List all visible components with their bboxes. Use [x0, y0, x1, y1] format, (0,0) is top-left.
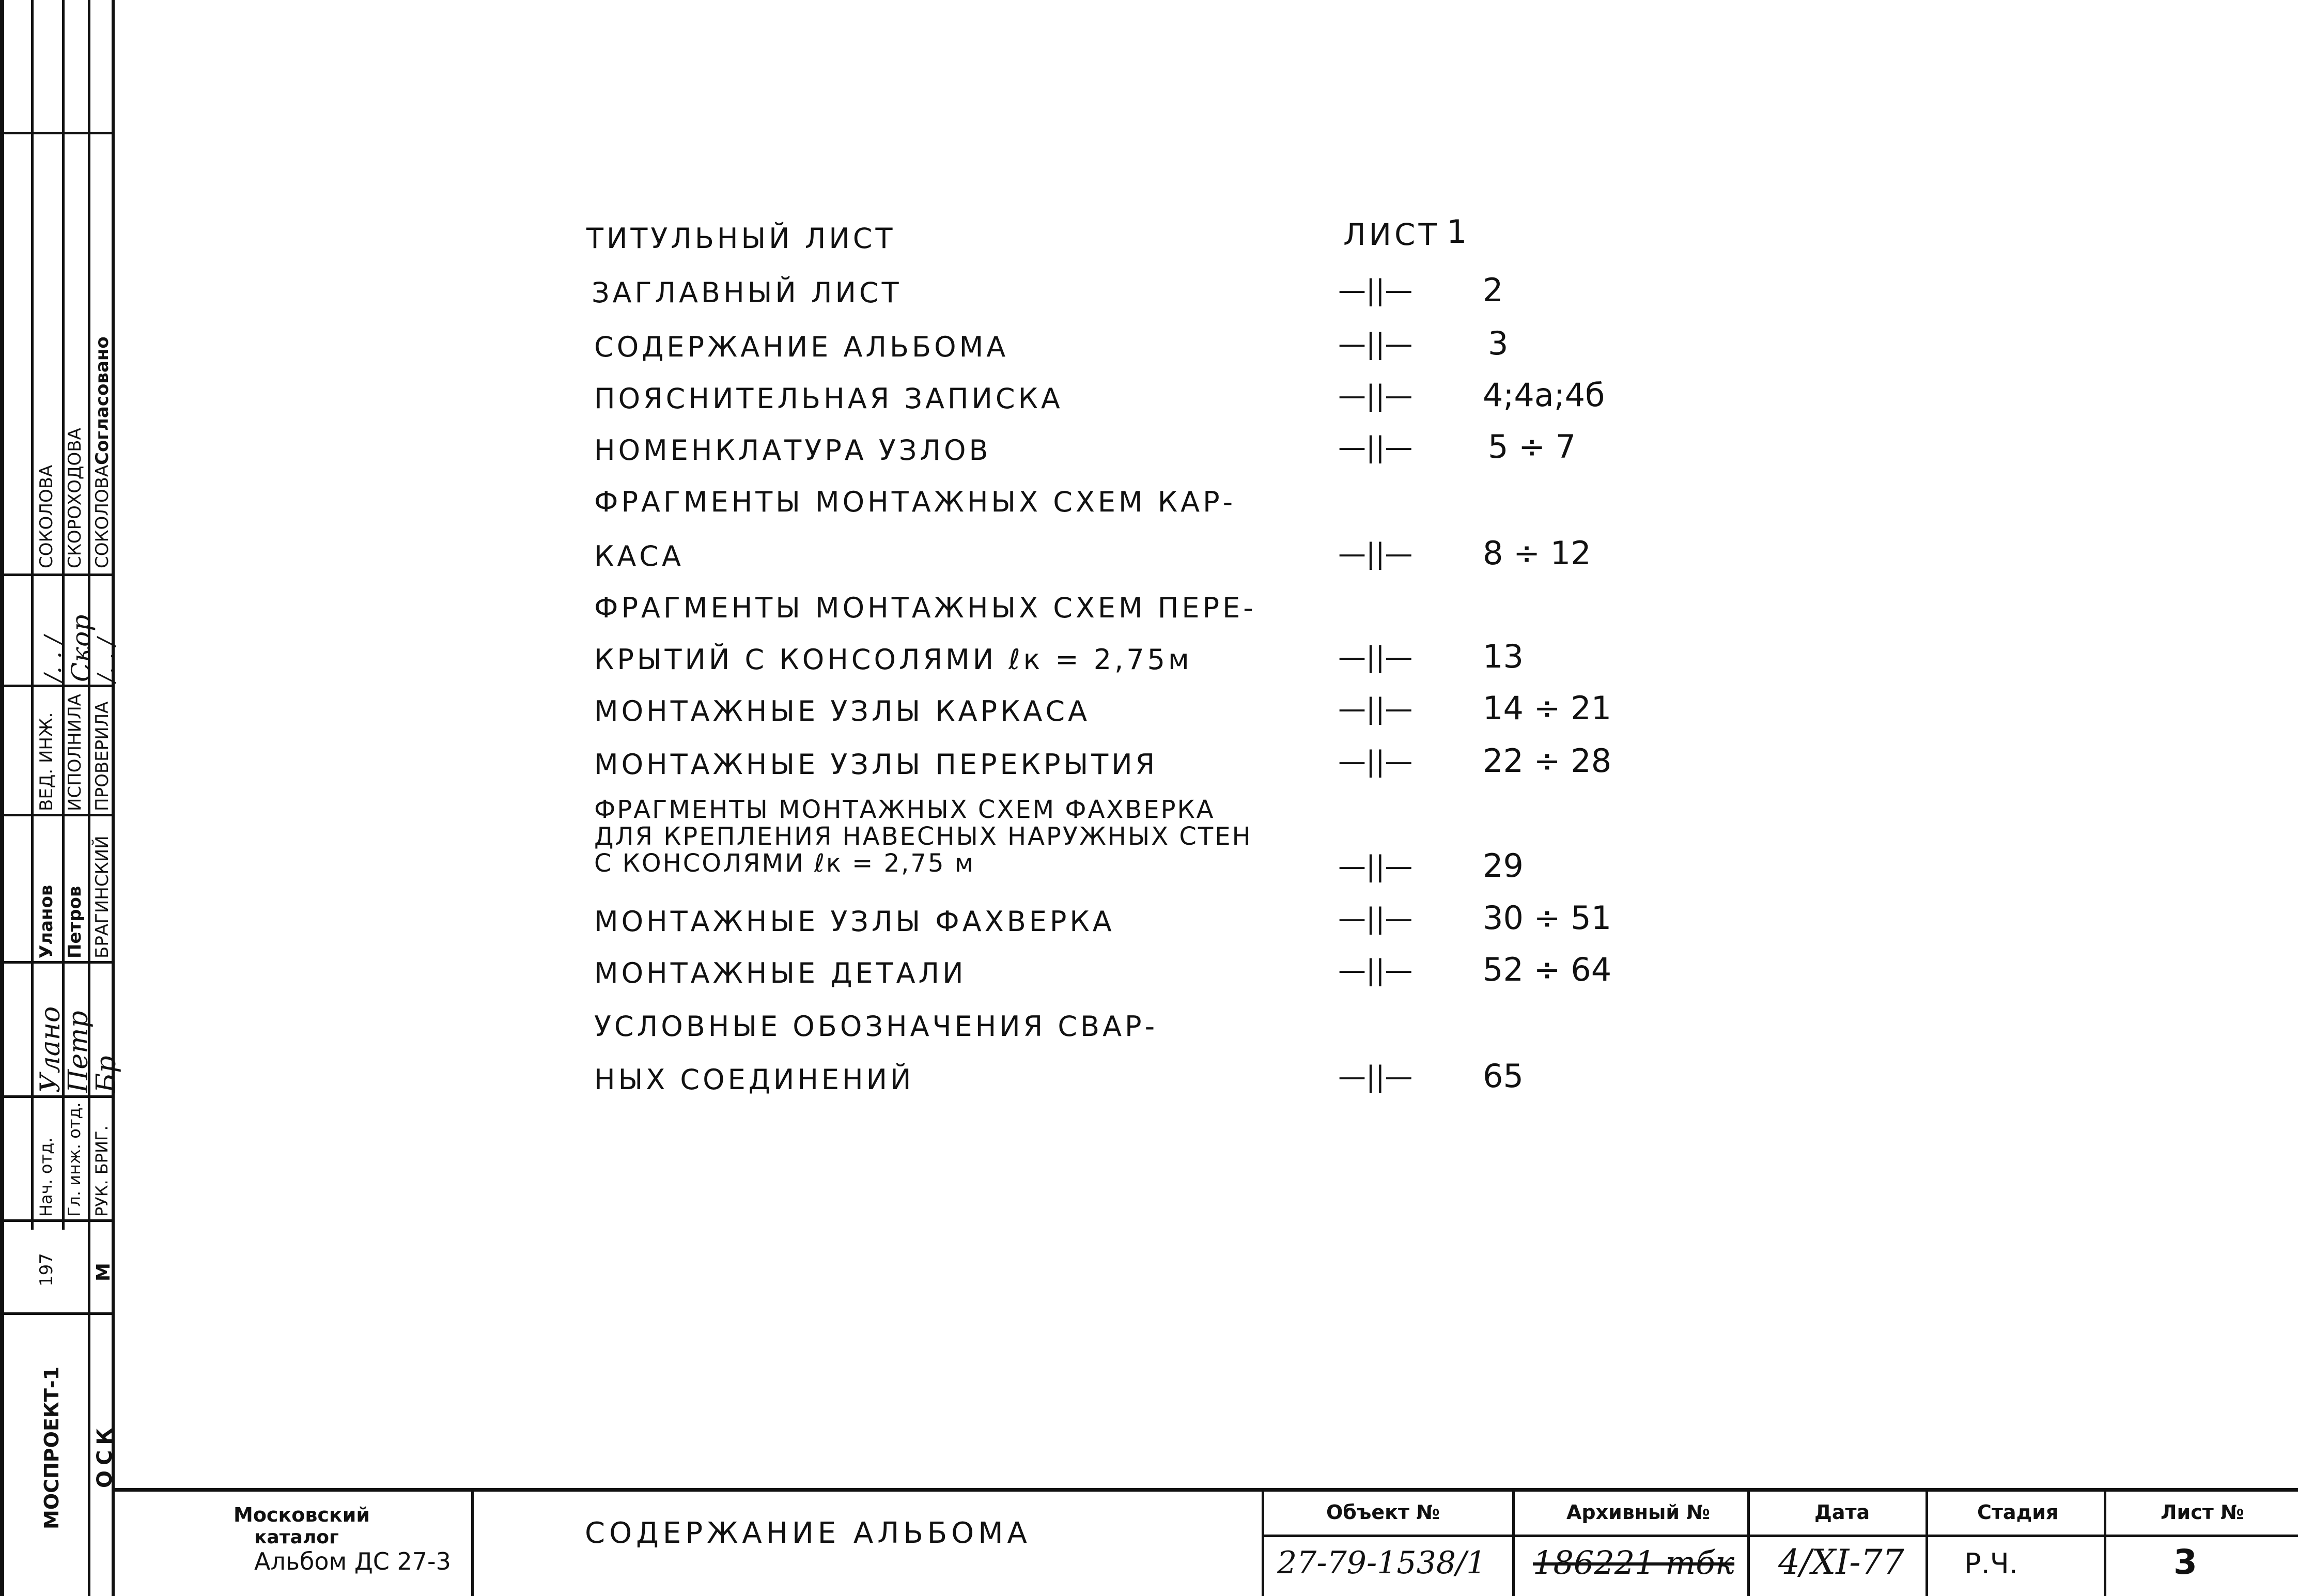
row-title: ДЛЯ КРЕПЛЕНИЯ НАВЕСНЫХ НАРУЖНЫХ СТЕН [594, 822, 1252, 851]
frame-line [1512, 1488, 1515, 1596]
row-pages: 65 [1483, 1057, 1524, 1095]
ditto-mark: —||— [1338, 902, 1413, 935]
row-title: КАСА [594, 540, 684, 572]
name-ulanov: Уланов [36, 885, 57, 958]
org-name: МОСПРОЕКТ-1 [40, 1366, 63, 1529]
frame-line [1747, 1488, 1750, 1596]
row-title: НОМЕНКЛАТУРА УЗЛОВ [594, 434, 991, 467]
row-title: С КОНСОЛЯМИ ℓк = 2,75 м [594, 849, 975, 878]
ditto-mark: —||— [1338, 431, 1413, 463]
row-pages: 52 ÷ 64 [1483, 951, 1612, 988]
ditto-mark: —||— [1338, 328, 1413, 360]
name-sokolova-1: СОКОЛОВА [36, 464, 57, 568]
frame-line [0, 814, 115, 816]
ditto-mark: —||— [1338, 692, 1413, 725]
role-lead-engineer: ВЕД. ИНЖ. [36, 712, 57, 811]
role-head-dept: Нач. отд. [36, 1137, 56, 1217]
row-pages: 8 ÷ 12 [1483, 534, 1591, 572]
row-pages: 3 [1488, 324, 1509, 362]
row-title: МОНТАЖНЫЕ ДЕТАЛИ [594, 957, 967, 989]
frame-line [0, 685, 115, 687]
object-value: 27-79-1538/1 [1277, 1545, 1486, 1581]
row-pages: 2 [1483, 271, 1503, 309]
frame-line [0, 961, 115, 964]
ditto-mark: —||— [1338, 641, 1413, 673]
year: 197 [36, 1253, 57, 1287]
agreed-label: Согласовано [92, 336, 113, 465]
ditto-mark: —||— [1338, 379, 1413, 412]
frame-line [1926, 1488, 1928, 1596]
signature-4: Улано [35, 1006, 66, 1093]
frame-line [0, 574, 115, 576]
row-title: УСЛОВНЫЕ ОБОЗНАЧЕНИЯ СВАР- [594, 1010, 1158, 1043]
name-skorokhodova: СКОРОХОДОВА [65, 428, 85, 568]
catalog-line3: Альбом ДС 27-3 [254, 1547, 451, 1575]
frame-line [471, 1488, 474, 1596]
signature-5: Петр [63, 1011, 94, 1093]
row-title: ФРАГМЕНТЫ МОНТАЖНЫХ СХЕМ ФАХВЕРКА [594, 795, 1215, 824]
ditto-mark: —||— [1338, 537, 1413, 570]
stage-label: Стадия [1977, 1501, 2059, 1524]
row-title: ЗАГЛАВНЫЙ ЛИСТ [592, 276, 902, 309]
row-title: ПОЯСНИТЕЛЬНАЯ ЗАПИСКА [594, 382, 1063, 415]
row-title: МОНТАЖНЫЕ УЗЛЫ ФАХВЕРКА [594, 905, 1115, 938]
row-pages: 30 ÷ 51 [1483, 899, 1612, 937]
catalog-line2: каталог [254, 1527, 339, 1548]
name-sokolova-2: СОКОЛОВА [92, 464, 113, 568]
frame-line [0, 1219, 115, 1222]
role-checked: ПРОВЕРИЛА [92, 701, 113, 811]
ditto-mark: —||— [1338, 274, 1413, 306]
name-petrov: Петров [65, 886, 85, 958]
object-label: Объект № [1326, 1501, 1440, 1524]
row-pages: 14 ÷ 21 [1483, 689, 1612, 727]
row-title: ФРАГМЕНТЫ МОНТАЖНЫХ СХЕМ КАР- [594, 486, 1236, 518]
stage-value: Р.Ч. [1964, 1547, 2018, 1580]
row-title: ТИТУЛЬНЫЙ ЛИСТ [586, 222, 896, 255]
date-value: 4/XI-77 [1778, 1542, 1904, 1582]
document-title: СОДЕРЖАНИЕ АЛЬБОМА [585, 1516, 1031, 1550]
signature-6: Бр [91, 1056, 122, 1093]
frame-line [0, 1095, 115, 1098]
row-title: МОНТАЖНЫЕ УЗЛЫ КАРКАСА [594, 695, 1091, 727]
archive-value: 186221 mбк [1533, 1544, 1735, 1582]
role-chief-engineer: Гл. инж. отд. [65, 1102, 84, 1217]
row-title: КРЫТИЙ С КОНСОЛЯМИ ℓк = 2,75м [594, 643, 1192, 676]
frame-line [1262, 1488, 1264, 1596]
row-pages: 1 [1447, 213, 1467, 251]
title-block [115, 1488, 2298, 1596]
signature-2: Скор [66, 614, 96, 682]
frame-line [0, 0, 4, 1596]
row-pages: 5 ÷ 7 [1488, 428, 1576, 466]
row-pages: 22 ÷ 28 [1483, 742, 1612, 780]
row-pages: 29 [1483, 847, 1524, 885]
sheet-word: ЛИСТ [1343, 217, 1440, 252]
row-title: ФРАГМЕНТЫ МОНТАЖНЫХ СХЕМ ПЕРЕ- [594, 592, 1256, 624]
ditto-mark: —||— [1338, 850, 1413, 882]
row-title: НЫХ СОЕДИНЕНИЙ [594, 1063, 914, 1096]
frame-line [115, 1488, 2298, 1492]
frame-line [88, 0, 90, 1596]
name-braginsky: БРАГИНСКИЙ [92, 835, 113, 958]
row-pages: 4;4а;4б [1483, 376, 1605, 414]
archive-label: Архивный № [1566, 1501, 1710, 1524]
row-pages: 13 [1483, 638, 1524, 675]
frame-line [2104, 1488, 2106, 1596]
ditto-mark: —||— [1338, 1060, 1413, 1093]
ditto-mark: —||— [1338, 745, 1413, 778]
ditto-mark: —||— [1338, 954, 1413, 986]
date-label: Дата [1814, 1501, 1870, 1524]
sheet-number-value: 3 [2173, 1542, 2197, 1582]
signature-3: /. . / [93, 638, 119, 682]
row-title: СОДЕРЖАНИЕ АЛЬБОМА [594, 331, 1009, 363]
frame-line [1262, 1535, 2298, 1537]
role-executed: ИСПОЛНИЛА [65, 694, 85, 811]
catalog-line1: Московский [234, 1504, 370, 1526]
frame-line [0, 1312, 115, 1315]
side-stamp-strip [0, 0, 122, 1596]
role-brigade-head: РУК. БРИГ. [92, 1125, 112, 1217]
frame-line [0, 132, 115, 134]
sheet-number-label: Лист № [2161, 1501, 2244, 1524]
frame-line [31, 0, 34, 1230]
dept-name: ОСК [93, 1422, 117, 1488]
signature-1: /. . / [39, 636, 67, 682]
code: М [93, 1263, 114, 1281]
row-title: МОНТАЖНЫЕ УЗЛЫ ПЕРЕКРЫТИЯ [594, 748, 1158, 781]
